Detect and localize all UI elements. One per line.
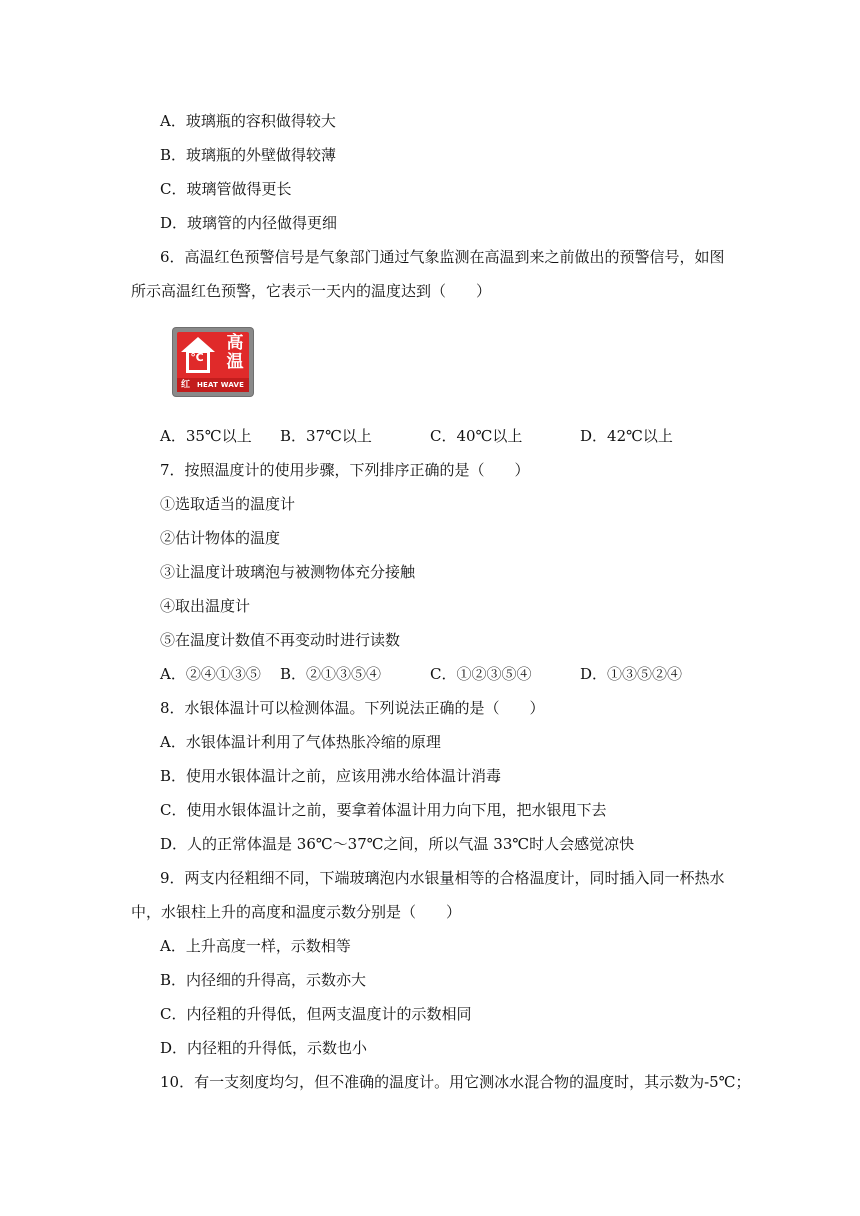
- q9-stem-line2: 中，水银柱上升的高度和温度示数分别是（ ）: [131, 903, 462, 921]
- q6-option-c: C．40℃以上: [430, 427, 523, 445]
- q7-step-1: ①选取适当的温度计: [160, 495, 296, 513]
- q7-option-b: B．②①③⑤④: [280, 665, 382, 683]
- sign-red-panel: [177, 332, 249, 392]
- q9-option-b: B．内径细的升得高，示数亦大: [160, 971, 367, 989]
- sign-level: 红: [181, 380, 191, 390]
- q8-option-d: D．人的正常体温是 36℃～37℃之间，所以气温 33℃时人会感觉凉快: [160, 835, 635, 853]
- q6-option-b: B．37℃以上: [280, 427, 372, 445]
- q9-option-c: C．内径粗的升得低，但两支温度计的示数相同: [160, 1005, 472, 1023]
- q7-step-3: ③让温度计玻璃泡与被测物体充分接触: [160, 563, 416, 581]
- q6-stem-line2: 所示高温红色预警，它表示一天内的温度达到（ ）: [131, 282, 492, 300]
- q5-option-a: A．玻璃瓶的容积做得较大: [160, 112, 336, 130]
- celsius-unit: ℃: [190, 351, 204, 364]
- q7-option-c: C．①②③⑤④: [430, 665, 532, 683]
- q8-option-c: C．使用水银体温计之前，要拿着体温计用力向下甩，把水银甩下去: [160, 801, 607, 819]
- q6-stem-line1: 6．高温红色预警信号是气象部门通过气象监测在高温到来之前做出的预警信号，如图: [160, 248, 725, 266]
- q7-option-d: D．①③⑤②④: [580, 665, 683, 683]
- q7-step-2: ②估计物体的温度: [160, 529, 281, 547]
- q7-option-a: A．②④①③⑤: [160, 665, 261, 683]
- q9-option-a: A．上升高度一样，示数相等: [160, 937, 351, 955]
- q8-option-a: A．水银体温计利用了气体热胀冷缩的原理: [160, 733, 441, 751]
- q6-option-d: D．42℃以上: [580, 427, 673, 445]
- q6-option-a: A．35℃以上: [160, 427, 252, 445]
- q5-option-c: C．玻璃管做得更长: [160, 180, 292, 198]
- q7-step-4: ④取出温度计: [160, 597, 251, 615]
- q8-stem: 8．水银体温计可以检测体温。下列说法正确的是（ ）: [160, 699, 545, 717]
- sign-characters: 高温: [226, 333, 244, 372]
- sign-heat-wave-label: HEAT WAVE: [197, 381, 245, 389]
- q7-stem: 7．按照温度计的使用步骤，下列排序正确的是（ ）: [160, 461, 530, 479]
- q9-option-d: D．内径粗的升得低，示数也小: [160, 1039, 368, 1057]
- heat-wave-warning-sign: [173, 328, 253, 396]
- q10-stem-line1: 10．有一支刻度均匀，但不准确的温度计。用它测冰水混合物的温度时，其示数为-5℃；: [160, 1073, 751, 1091]
- q9-stem-line1: 9．两支内径粗细不同，下端玻璃泡内水银量相等的合格温度计，同时插入同一杯热水: [160, 869, 725, 887]
- q5-option-b: B．玻璃瓶的外壁做得较薄: [160, 146, 337, 164]
- q8-option-b: B．使用水银体温计之前，应该用沸水给体温计消毒: [160, 767, 502, 785]
- q7-step-5: ⑤在温度计数值不再变动时进行读数: [160, 631, 401, 649]
- sign-bottom-bar: [177, 378, 249, 392]
- q5-option-d: D．玻璃管的内径做得更细: [160, 214, 338, 232]
